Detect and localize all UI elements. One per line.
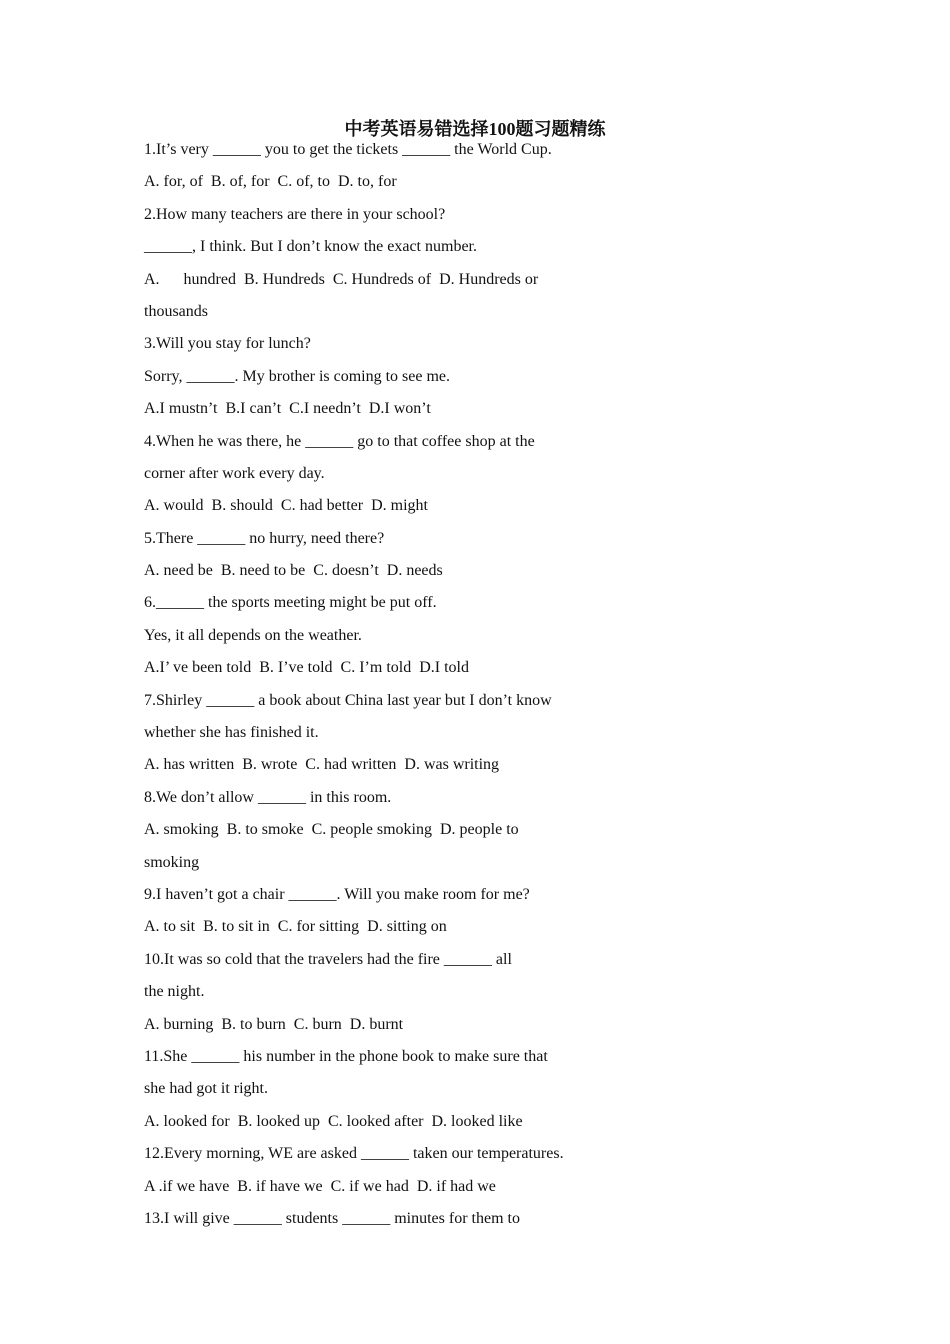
text-line: 9.I haven’t got a chair ______. Will you make room for me?: [144, 885, 530, 903]
text-line: A. hundred B. Hundreds C. Hundreds of D. Hundreds or: [144, 270, 539, 288]
text-line: Yes, it all depends on the weather.: [144, 626, 362, 644]
text-line: thousands: [144, 302, 208, 320]
text-line: A. looked for B. looked up C. looked after D. looked like: [144, 1112, 523, 1130]
text-line: whether she has finished it.: [144, 724, 319, 742]
text-line: A. has written B. wrote C. had written D. was writing: [144, 756, 500, 774]
text-line: the night.: [144, 983, 205, 1001]
question-list: [144, 138, 624, 1239]
text-line: A. to sit B. to sit in C. for sitting D. sitting on: [144, 918, 447, 936]
text-line: 5.There ______ no hurry, need there?: [144, 529, 385, 547]
text-line: A .if we have B. if have we C. if we had D. if had we: [144, 1177, 496, 1195]
text-line: A. would B. should C. had better D. might: [144, 497, 428, 515]
text-line: A. for, of B. of, for C. of, to D. to, for: [144, 173, 397, 191]
text-line: A. smoking B. to smoke C. people smoking D. people to: [144, 821, 519, 839]
text-line: 6.______ the sports meeting might be put off.: [144, 594, 437, 612]
document-title: 中考英语易错选择100题习题精练: [344, 119, 606, 139]
text-line: she had got it right.: [144, 1080, 268, 1098]
text-line: A. need be B. need to be C. doesn’t D. needs: [144, 562, 443, 580]
text-line: Sorry, ______. My brother is coming to see me.: [144, 367, 451, 385]
text-line: A.I’ ve been told B. I’ve told C. I’m told D.I told: [144, 659, 469, 677]
text-line: 1.It’s very ______ you to get the tickets ______ the World Cup.: [144, 141, 552, 158]
text-line: 3.Will you stay for lunch?: [144, 335, 311, 353]
text-line: A. burning B. to burn C. burn D. burnt: [144, 1015, 404, 1033]
text-line: smoking: [144, 853, 200, 871]
text-line: 11.She ______ his number in the phone book to make sure that: [144, 1047, 548, 1065]
text-line: 12.Every morning, WE are asked ______ taken our temperatures.: [144, 1145, 564, 1163]
text-line: A.I mustn’t B.I can’t C.I needn’t D.I won’t: [144, 400, 431, 418]
text-line: 4.When he was there, he ______ go to that coffee shop at the: [144, 432, 535, 450]
text-line: ______, I think. But I don’t know the exact number.: [144, 238, 477, 256]
text-line: 8.We don’t allow ______ in this room.: [144, 788, 392, 806]
text-line: 10.It was so cold that the travelers had the fire ______ all: [144, 950, 512, 968]
text-line: corner after work every day.: [144, 464, 325, 482]
text-line: 13.I will give ______ students ______ minutes for them to: [144, 1209, 520, 1227]
text-line: 2.How many teachers are there in your school?: [144, 205, 446, 223]
text-line: 7.Shirley ______ a book about China last year but I don’t know: [144, 691, 552, 709]
